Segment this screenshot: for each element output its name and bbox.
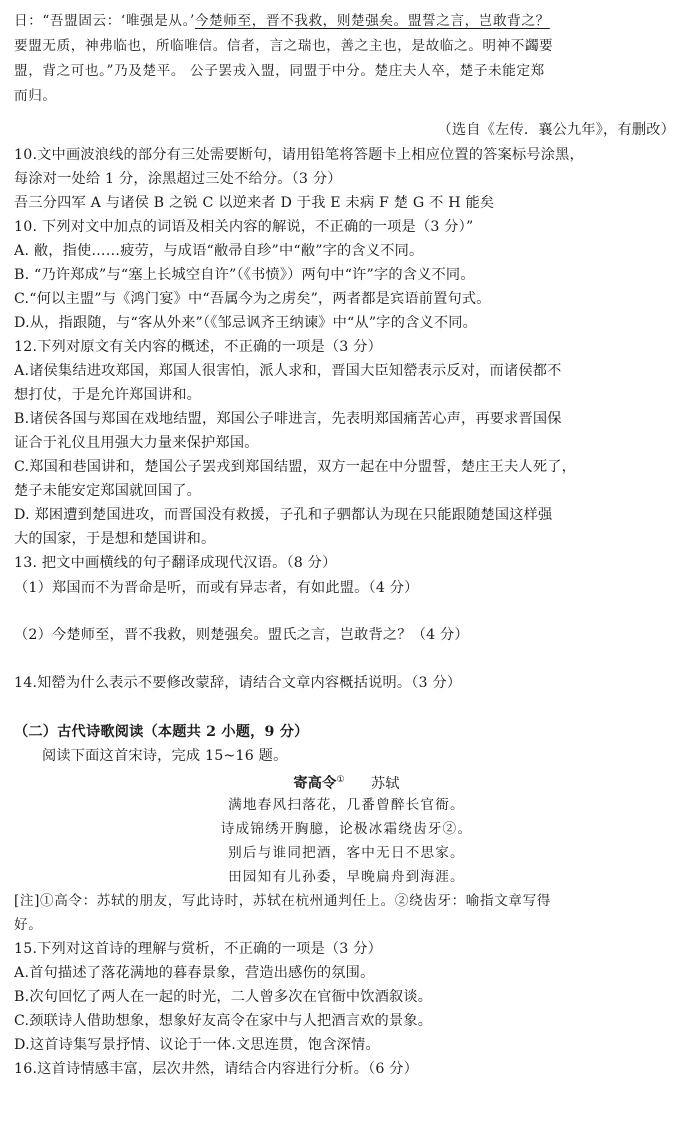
q15-option-d: D.这首诗集写景抒情、议论于一体.文思连贯，饱含深情。 [14,1037,380,1053]
passage-line-1 [14,10,683,32]
q10-option-b: B. “乃许郑成”与“塞上长城空自许”（《书愤》）两句中“许”字的含义不同。 [14,267,475,283]
passage-source: （选自《左传．襄公九年》，有删改） [437,122,675,138]
q15-option-b: B.次句回忆了两人在一起的时光，二人曾多次在官衙中饮酒叙谈。 [14,989,433,1005]
q12-option-c-line-1: C.郑国和巷国讲和，楚国公子罢戎到郑国结盟，双方一起在中分盟誓，楚庄王夫人死了， [14,459,576,475]
q12-option-b-line-1: B.诸侯各国与郑国在戏地结盟，郑国公子啡进言，先表明郑国痛苦心声，再要求晋国保 [14,411,562,427]
underlined-sentence: 今楚师至，晋不我救，则楚强矣。盟誓之言，岂敢背之？ [194,13,550,29]
passage-line-4: 而归。 [14,88,57,104]
q12-stem: 12.下列对原文有关内容的概述，不正确的一项是（3 分） [14,339,383,355]
q10-option-d: D.从，指跟随，与“客从外来”（《邹忌讽齐王纳谏》中“从”字的含义不同。 [14,315,478,331]
poem-note-line-2: 好。 [14,917,43,933]
q12-option-a-line-1: A.诸侯集结进攻郑国，郑国人很害怕，派人求和，晋国大臣知罃表示反对，而诸侯都不 [14,363,562,379]
q12-option-a-line-2: 想打仗，于是允许郑国讲和。 [14,387,202,403]
section-2-heading: （二）古代诗歌阅读（本题共 2 小题，9 分） [14,724,309,740]
passage-line-2: 要盟无质，神弗临也，所临唯信。信者，言之瑞也，善之主也，是故临之。明神不蠲要 [14,38,554,54]
q15-option-c: C.颈联诗人借助想象，想象好友高令在家中与人把酒言欢的景象。 [14,1013,433,1029]
poem-title: 寄高令 [293,775,337,792]
q10-stem: 10. 下列对文中加点的词语及相关内容的解说，不正确的一项是（3 分）” [14,219,474,235]
poem-line-2: 诗成锦绣开胸臆，论极冰霜绕齿牙②。 [220,821,473,837]
poem-line-3: 别后与谁同把酒，客中无日不思家。 [228,845,465,861]
q13-part-2: （2）今楚师至，晋不我救，则楚强矣。盟氏之言，岂敢背之？（4 分） [14,627,469,643]
poem-author: 苏轼 [370,775,400,792]
q10-punctuation-line-2: 每涂对一处给 1 分，涂黑超过三处不给分。（3 分） [14,171,342,187]
q10-punctuation-line-1: 10.文中画波浪线的部分有三处需要断句，请用铅笔将答题卡上相应位置的答案标号涂黑， [14,147,584,163]
q12-option-d-line-2: 大的国家，于是想和楚国讲和。 [14,531,216,547]
q12-option-c-line-2: 楚子未能安定郑国就回国了。 [14,483,202,499]
q13-part-1: （1）郑国而不为晋命是听，而或有异志者，有如此盟。（4 分） [14,580,419,596]
q16-stem: 16.这首诗情感丰富，层次井然，请结合内容进行分析。（6 分） [14,1061,419,1077]
q13-stem: 13. 把文中画横线的句子翻译成现代汉语。（8 分） [14,555,337,571]
q15-stem: 15.下列对这首诗的理解与赏析，不正确的一项是（3 分） [14,941,383,957]
passage-text: 日：“吾盟固云：‘唯强是从。’ [14,13,195,29]
q10-punctuation-sentence: 吾三分四军 A 与诸侯 B 之锐 C 以逆来者 D 于我 E 未病 F 楚 G 不 H 能矣 [14,195,495,211]
q10-option-a: A. 敝，指使……疲劳，与成语“敝帚自珍”中“敝”字的含义不同。 [14,243,424,259]
q15-option-a: A.首句描述了落花满地的暮春景象，营造出感伤的氛围。 [14,965,375,981]
q10-option-c: C.“何以主盟”与《鸿门宴》中“吾属今为之虏矣”，两者都是宾语前置句式。 [14,291,491,307]
poem-line-1: 满地春风扫落花，几番曾醉长官衙。 [228,797,465,813]
poem-note-line-1: [注]①高令：苏轼的朋友，写此诗时，苏轼在杭州通判任上。②绕齿牙：喻指文章写得 [14,893,551,909]
poem-line-4: 田园知有儿孙委，早晚扁舟到海涯。 [228,869,465,885]
q12-option-b-line-2: 证合于礼仪且用强大力量来保护郑国。 [14,435,259,451]
poem-title-line [0,769,693,795]
passage-line-3: 盟，背之可也。”乃及楚平。 公子罢戎入盟，同盟于中分。楚庄夫人卒，楚子未能定郑 [14,63,545,79]
section-2-intro: 阅读下面这首宋诗，完成 15~16 题。 [42,748,288,764]
q12-option-d-line-1: D. 郑困遭到楚国进攻，而晋国没有救援，子孔和子驷都认为现在只能跟随楚国这样强 [14,507,553,523]
q14-stem: 14.知罃为什么表示不要修改蒙辞，请结合文章内容概括说明。（3 分） [14,675,462,691]
poem-title-note-mark: ① [336,775,345,785]
